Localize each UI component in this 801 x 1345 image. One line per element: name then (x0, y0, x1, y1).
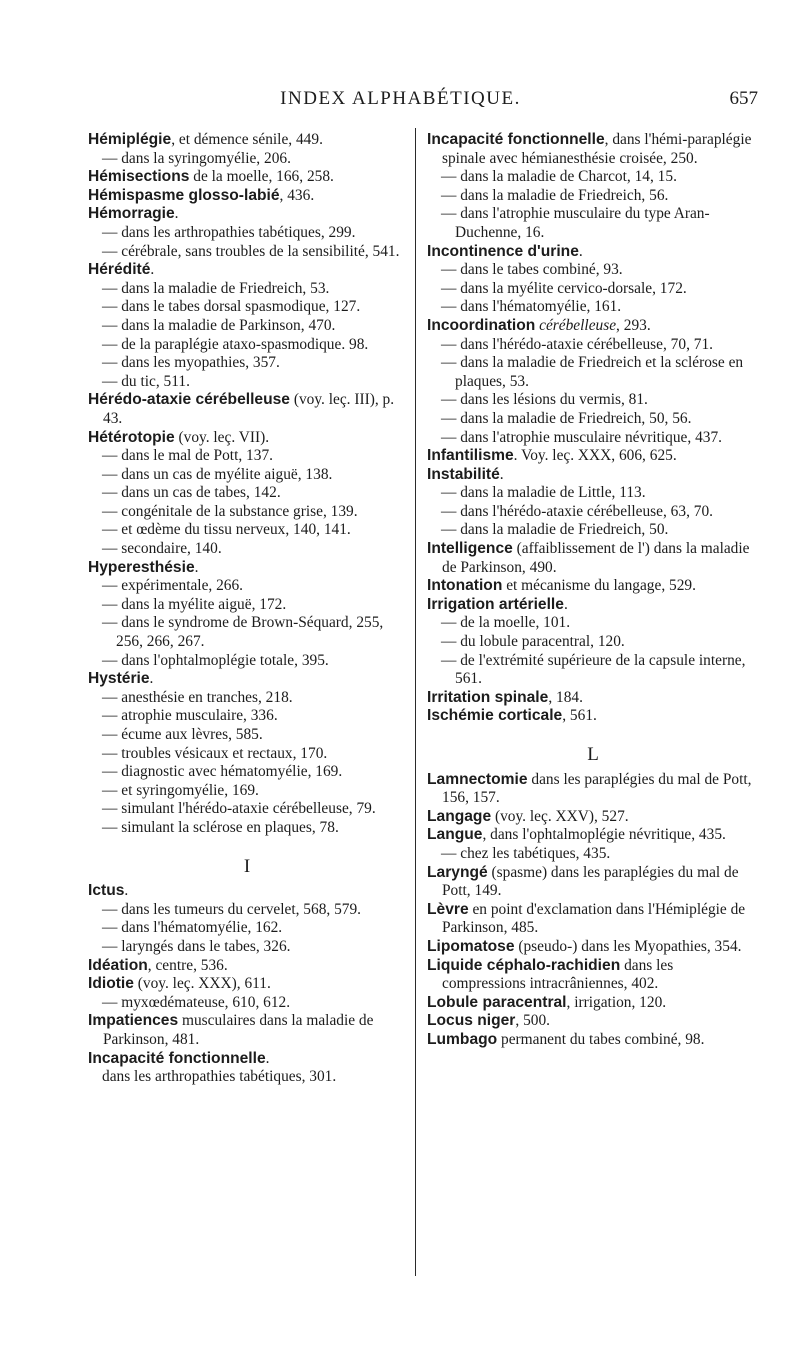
index-subentry: — chez les tabétiques, 435. (441, 844, 611, 862)
entry-text: , irrigation, 120. (566, 993, 667, 1011)
entry-text: (voy. leç. XXV), 527. (491, 807, 629, 825)
entry-text: (voy. leç. VII). (174, 428, 270, 446)
index-subentry: — dans le tabes dorsal spasmodique, 127. (102, 298, 361, 316)
index-subentry: — de la paraplégie ataxo-spasmodique. 98. (102, 335, 369, 353)
entry-heading: Lamnectomie (427, 770, 528, 788)
entry-text: (pseudo-) dans les Myopathies, 354. (514, 937, 742, 955)
index-entry (88, 205, 406, 224)
entry-heading: Hystérie (88, 670, 150, 688)
index-entry (427, 707, 759, 726)
index-subentry: — dans l'hérédo-ataxie cérébelleuse, 70, 71. (441, 335, 713, 353)
entry-heading: Hérédo-ataxie cérébelleuse (88, 391, 290, 409)
index-subentry: — dans le mal de Pott, 137. (102, 447, 273, 465)
index-entry (88, 187, 406, 206)
entry-text: dans les compressions intracrâniennes, 402. (442, 956, 674, 993)
entry-text: , 184. (548, 688, 583, 706)
index-subentry: — dans l'ophtalmoplégie totale, 395. (102, 651, 329, 669)
entry-text: . (499, 465, 504, 483)
index-entry (88, 1012, 406, 1049)
index-entry (88, 131, 406, 150)
index-subentry: — de la moelle, 101. (441, 614, 571, 632)
index-subentry: — et syringomyélie, 169. (102, 781, 259, 799)
index-entry (427, 243, 759, 262)
entry-heading: Intelligence (427, 540, 513, 558)
entry-text: musculaires dans la maladie de Parkinson, 481. (103, 1012, 374, 1048)
index-subentry: — dans l'hématomyélie, 162. (102, 919, 283, 937)
index-subentry: — laryngés dans le tabes, 326. (102, 937, 291, 955)
entry-text: . (150, 261, 155, 279)
index-entry (88, 168, 406, 187)
entry-text: , 561. (562, 707, 597, 725)
index-entry (88, 975, 406, 994)
entry-heading: Hyperesthésie (88, 558, 195, 576)
entry-heading: Lipomatose (427, 937, 515, 955)
entry-heading: Langue (427, 826, 483, 844)
left-column (88, 131, 406, 1087)
index-subentry: — expérimentale, 266. (102, 577, 244, 595)
entry-heading: Hémisections (88, 168, 190, 186)
index-subentry: — dans l'atrophie musculaire du type Aran-Duchenne, 16. (441, 205, 710, 241)
index-subentry: — dans les lésions du vermis, 81. (441, 391, 648, 409)
index-subentry: — du lobule paracentral, 120. (441, 633, 625, 651)
index-subentry: — dans la maladie de Little, 113. (441, 484, 646, 502)
entry-heading: Langage (427, 807, 492, 825)
index-entry (427, 864, 759, 901)
entry-heading: Infantilisme (427, 447, 514, 465)
index-entry (427, 596, 759, 615)
index-subentry: — dans la maladie de Friedreich et la sclérose en plaques, 53. (441, 354, 744, 390)
index-subentry: — dans la myélite aiguë, 172. (102, 595, 287, 613)
entry-heading: Impatiences (88, 1012, 179, 1030)
running-title: INDEX ALPHABÉTIQUE. (280, 88, 521, 109)
entry-text: (spasme) dans les paraplégies du mal de Pott, 149. (442, 863, 739, 900)
entry-heading: Intonation (427, 577, 503, 595)
entry-heading: Hétérotopie (88, 428, 175, 446)
index-entry (427, 466, 759, 485)
entry-heading: Lobule paracentral (427, 993, 567, 1011)
entry-heading: Incapacité fonctionnelle (427, 131, 605, 148)
index-subentry: — anesthésie en tranches, 218. (102, 688, 293, 706)
entry-heading: Hérédité (88, 261, 151, 279)
entry-text: (affaiblissement de l') dans la maladie de Parkinson, 490. (442, 540, 750, 576)
entry-heading: Hémorragie (88, 205, 175, 223)
index-subentry: — myxœdémateuse, 610, 612. (102, 993, 291, 1011)
index-subentry: — et œdème du tissu nerveux, 140, 141. (102, 521, 351, 539)
index-entry (427, 577, 759, 596)
index-subentry: — dans l'hématomyélie, 161. (441, 298, 622, 316)
index-entry (427, 447, 759, 466)
index-subentry: — secondaire, 140. (102, 540, 222, 558)
entry-text: . (149, 670, 154, 688)
index-subentry: — écume aux lèvres, 585. (102, 726, 263, 743)
index-entry (427, 771, 759, 808)
index-entry (427, 689, 759, 708)
index-entry (88, 429, 406, 448)
entry-text: , 500. (515, 1012, 551, 1030)
index-subentry: — dans l'hérédo-ataxie cérébelleuse, 63, 70. (441, 502, 713, 520)
index-subentry: — congénitale de la substance grise, 139. (102, 502, 358, 520)
index-entry (427, 957, 759, 994)
index-subentry: — de l'extrémité supérieure de la capsule interne, 561. (441, 651, 746, 688)
entry-heading: Irritation spinale (427, 688, 549, 706)
index-subentry: dans les arthropathies tabétiques, 301. (102, 1068, 337, 1086)
index-entry (427, 938, 759, 957)
index-subentry: — dans la maladie de Parkinson, 470. (102, 316, 336, 334)
entry-heading: Ictus (88, 882, 125, 900)
entry-text: et mécanisme du langage, 529. (502, 577, 696, 595)
index-subentry: — cérébrale, sans troubles de la sensibilité, 541. (102, 242, 400, 260)
index-entry (427, 826, 759, 845)
index-subentry: — dans la maladie de Friedreich, 56. (441, 186, 669, 204)
entry-heading: Ischémie corticale (427, 707, 563, 725)
entry-heading: Hémispasme glosso-labié (88, 186, 280, 204)
entry-heading: Liquide céphalo-rachidien (427, 956, 621, 974)
entry-text: , 436. (279, 186, 315, 204)
entry-text: . (578, 242, 583, 260)
index-subentry: — troubles vésicaux et rectaux, 170. (102, 744, 328, 762)
entry-text: , 293. (616, 316, 651, 334)
index-entry (88, 1050, 406, 1069)
index-subentry: — dans l'atrophie musculaire névritique, 437. (441, 428, 723, 446)
entry-text: de la moelle, 166, 258. (189, 168, 334, 186)
entry-heading: Hémiplégie (88, 131, 172, 148)
entry-text: . (124, 882, 129, 900)
section-letter: I (243, 855, 251, 877)
index-entry (427, 540, 759, 577)
entry-text: , dans l'ophtalmoplégie névritique, 435. (482, 826, 726, 844)
entry-text: (voy. leç. XXX), 611. (133, 975, 271, 993)
index-entry (88, 670, 406, 689)
entry-text: permanent du tabes combiné, 98. (497, 1030, 705, 1048)
entry-text: (voy. leç. III), p. 43. (103, 391, 395, 427)
page-header (0, 88, 801, 114)
entry-heading: Idiotie (88, 975, 134, 993)
entry-text: , dans l'hémi-paraplégie spinale avec hémianesthésie croisée, 250. (442, 131, 752, 167)
index-entry (88, 882, 406, 901)
entry-text: . (174, 205, 179, 223)
entry-text: . Voy. leç. XXX, 606, 625. (513, 447, 677, 465)
index-subentry: — dans la maladie de Friedreich, 53. (102, 279, 330, 297)
index-subentry: — dans le tabes combiné, 93. (441, 261, 623, 279)
entry-heading: Lèvre (427, 900, 469, 918)
index-subentry: — dans la myélite cervico-dorsale, 172. (441, 279, 687, 297)
index-subentry: — dans les myopathies, 357. (102, 354, 280, 372)
page-number: 657 (729, 88, 758, 109)
index-subentry: — atrophie musculaire, 336. (102, 707, 278, 725)
index-subentry: — dans la maladie de Charcot, 14, 15. (441, 168, 677, 186)
index-entry (427, 808, 759, 827)
entry-text: . (194, 558, 199, 576)
entry-text: , et démence sénile, 449. (171, 131, 323, 148)
index-subentry: — dans un cas de myélite aiguë, 138. (102, 465, 333, 483)
entry-heading: Lumbago (427, 1030, 498, 1048)
index-subentry: — dans la maladie de Friedreich, 50. (441, 521, 669, 539)
entry-heading: Incoordination (427, 316, 536, 334)
entry-text: , centre, 536. (147, 956, 228, 974)
entry-text: . (563, 595, 568, 613)
entry-heading: Laryngé (427, 863, 488, 881)
right-column (427, 131, 759, 1050)
index-subentry: — diagnostic avec hématomyélie, 169. (102, 763, 343, 781)
index-subentry: — dans les arthropathies tabétiques, 299. (102, 223, 356, 241)
index-subentry: — simulant l'hérédo-ataxie cérébelleuse, 79. (102, 800, 376, 818)
index-subentry: — dans les tumeurs du cervelet, 568, 579. (102, 900, 362, 918)
entry-text: dans les paraplégies du mal de Pott, 156, 157. (442, 770, 752, 807)
entry-heading: Incapacité fonctionnelle (88, 1049, 266, 1067)
index-subentry: — dans la syringomyélie, 206. (102, 149, 291, 167)
index-entry (88, 261, 406, 280)
section-letter: L (587, 744, 599, 765)
index-entry (427, 131, 759, 168)
entry-qualifier: cérébelleuse (535, 316, 617, 334)
entry-text: . (265, 1049, 270, 1067)
index-subentry: — dans la maladie de Friedreich, 50, 56. (441, 409, 692, 427)
index-subentry: — du tic, 511. (102, 372, 190, 390)
index-entry (427, 994, 759, 1013)
column-divider (415, 128, 416, 1276)
index-entry (427, 1031, 759, 1050)
entry-heading: Irrigation artérielle (427, 595, 564, 613)
entry-heading: Incontinence d'urine (427, 242, 579, 260)
entry-heading: Locus niger (427, 1012, 516, 1030)
index-entry (427, 317, 759, 336)
entry-heading: Idéation (88, 956, 148, 974)
index-entry (88, 391, 406, 428)
index-entry (88, 559, 406, 578)
index-subentry: — simulant la sclérose en plaques, 78. (102, 818, 339, 836)
index-subentry: — dans le syndrome de Brown-Séquard, 255, 256, 266, 267. (102, 614, 384, 651)
index-entry (427, 1012, 759, 1031)
entry-heading: Instabilité (427, 465, 500, 483)
index-subentry: — dans un cas de tabes, 142. (102, 484, 281, 502)
entry-text: en point d'exclamation dans l'Hémiplégie de Parkinson, 485. (442, 900, 746, 937)
index-entry (427, 901, 759, 938)
index-entry (88, 957, 406, 976)
